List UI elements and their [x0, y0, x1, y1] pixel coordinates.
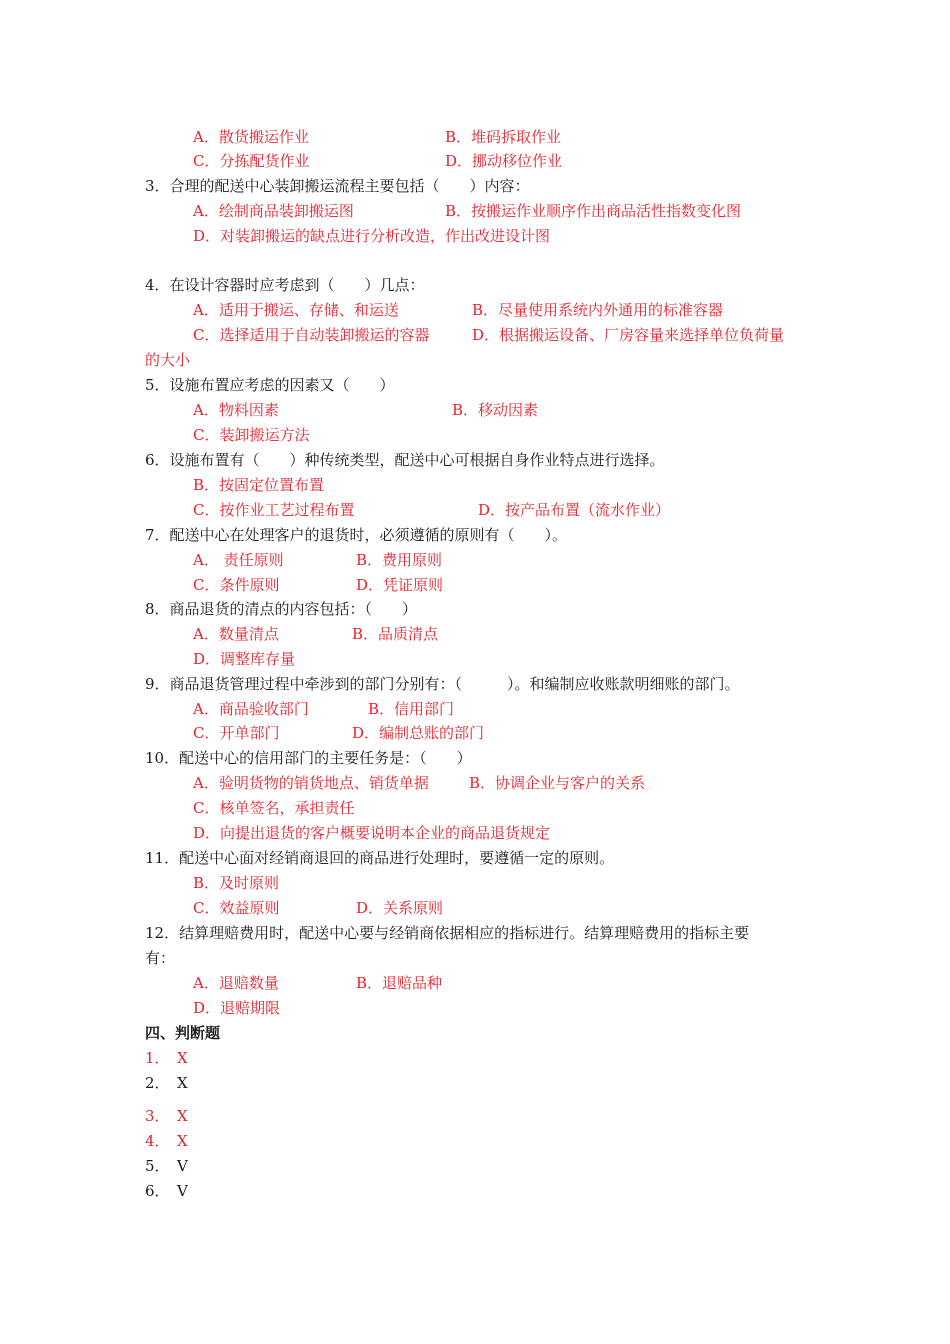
text-line: C．条件原则: [193, 576, 280, 594]
text-line: C．效益原则: [193, 899, 280, 917]
text-line: A．适用于搬运、存储、和运送: [193, 301, 399, 319]
text-line: A．数量清点: [193, 625, 279, 643]
text-line: B．堆码拆取作业: [445, 128, 562, 146]
text-line: D．向提出退货的客户概要说明本企业的商品退货规定: [193, 824, 551, 842]
text-line: C．选择适用于自动装卸搬运的容器: [193, 326, 430, 344]
text-line: D．挪动移位作业: [445, 152, 563, 170]
text-line: D．对装卸搬运的缺点进行分析改造，作出改进设计图: [193, 227, 551, 245]
text-line: C．装卸搬运方法: [193, 426, 310, 444]
text-line: 1． X: [145, 1049, 188, 1067]
text-line: B．按搬运作业顺序作出商品活性指数变化图: [445, 202, 742, 220]
text-line: C．开单部门: [193, 724, 280, 742]
text-line: B．费用原则: [356, 551, 443, 569]
text-line: A．验明货物的销货地点、销货单据: [193, 774, 429, 792]
text-line: D．关系原则: [356, 899, 444, 917]
text-line: 9．商品退货管理过程中牵涉到的部门分别有：（ ）。和编制应收账款明细账的部门。: [145, 675, 740, 693]
text-line: D．凭证原则: [356, 576, 444, 594]
text-line: C．按作业工艺过程布置: [193, 501, 355, 519]
text-line: 2． X: [145, 1074, 188, 1092]
text-line: A．退赔数量: [193, 974, 279, 992]
text-line: D．编制总账的部门: [352, 724, 485, 742]
text-line: D．退赔期限: [193, 999, 281, 1017]
text-line: 6．设施布置有（ ）种传统类型，配送中心可根据自身作业特点进行选择。: [145, 451, 665, 469]
text-line: 10．配送中心的信用部门的主要任务是：（ ）: [145, 749, 472, 767]
text-line: A． 责任原则: [193, 551, 284, 569]
text-line: B．按固定位置布置: [193, 476, 325, 494]
text-line: A．商品验收部门: [193, 700, 309, 718]
text-line: 6． V: [145, 1182, 188, 1200]
text-line: 的大小: [145, 351, 191, 369]
text-line: D．根据搬运设备、厂房容量来选择单位负荷量: [472, 326, 785, 344]
section-heading: 四、判断题: [145, 1024, 221, 1042]
text-line: D．调整库存量: [193, 650, 296, 668]
text-line: B．尽量使用系统内外通用的标准容器: [472, 301, 724, 319]
text-line: 5．设施布置应考虑的因素又（ ）: [145, 376, 395, 394]
text-line: B．及时原则: [193, 874, 280, 892]
text-line: 3． X: [145, 1107, 188, 1125]
text-line: 8．商品退货的清点的内容包括：（ ）: [145, 600, 418, 618]
text-line: C．核单签名，承担责任: [193, 799, 355, 817]
text-line: B．信用部门: [368, 700, 455, 718]
text-line: 4． X: [145, 1132, 188, 1150]
text-line: B．移动因素: [452, 401, 539, 419]
text-line: A．散货搬运作业: [193, 128, 309, 146]
text-line: 7．配送中心在处理客户的退货时，必须遵循的原则有（ ）。: [145, 526, 568, 544]
text-line: 12．结算理赔费用时，配送中心要与经销商依据相应的指标进行。结算理赔费用的指标主要: [145, 924, 750, 942]
text-line: 有：: [145, 949, 176, 967]
text-line: B．品质清点: [352, 625, 439, 643]
text-line: B．退赔品种: [356, 974, 443, 992]
text-line: 11．配送中心面对经销商退回的商品进行处理时，要遵循一定的原则。: [145, 849, 615, 867]
text-line: A．绘制商品装卸搬运图: [193, 202, 354, 220]
text-line: 4．在设计容器时应考虑到（ ）几点：: [145, 276, 425, 294]
text-line: C．分拣配货作业: [193, 152, 310, 170]
text-line: B．协调企业与客户的关系: [469, 774, 646, 792]
text-line: 5． V: [145, 1157, 188, 1175]
text-line: 3．合理的配送中心装卸搬运流程主要包括（ ）内容：: [145, 177, 530, 195]
text-line: A．物料因素: [193, 401, 279, 419]
text-line: D．按产品布置（流水作业）: [478, 501, 671, 519]
